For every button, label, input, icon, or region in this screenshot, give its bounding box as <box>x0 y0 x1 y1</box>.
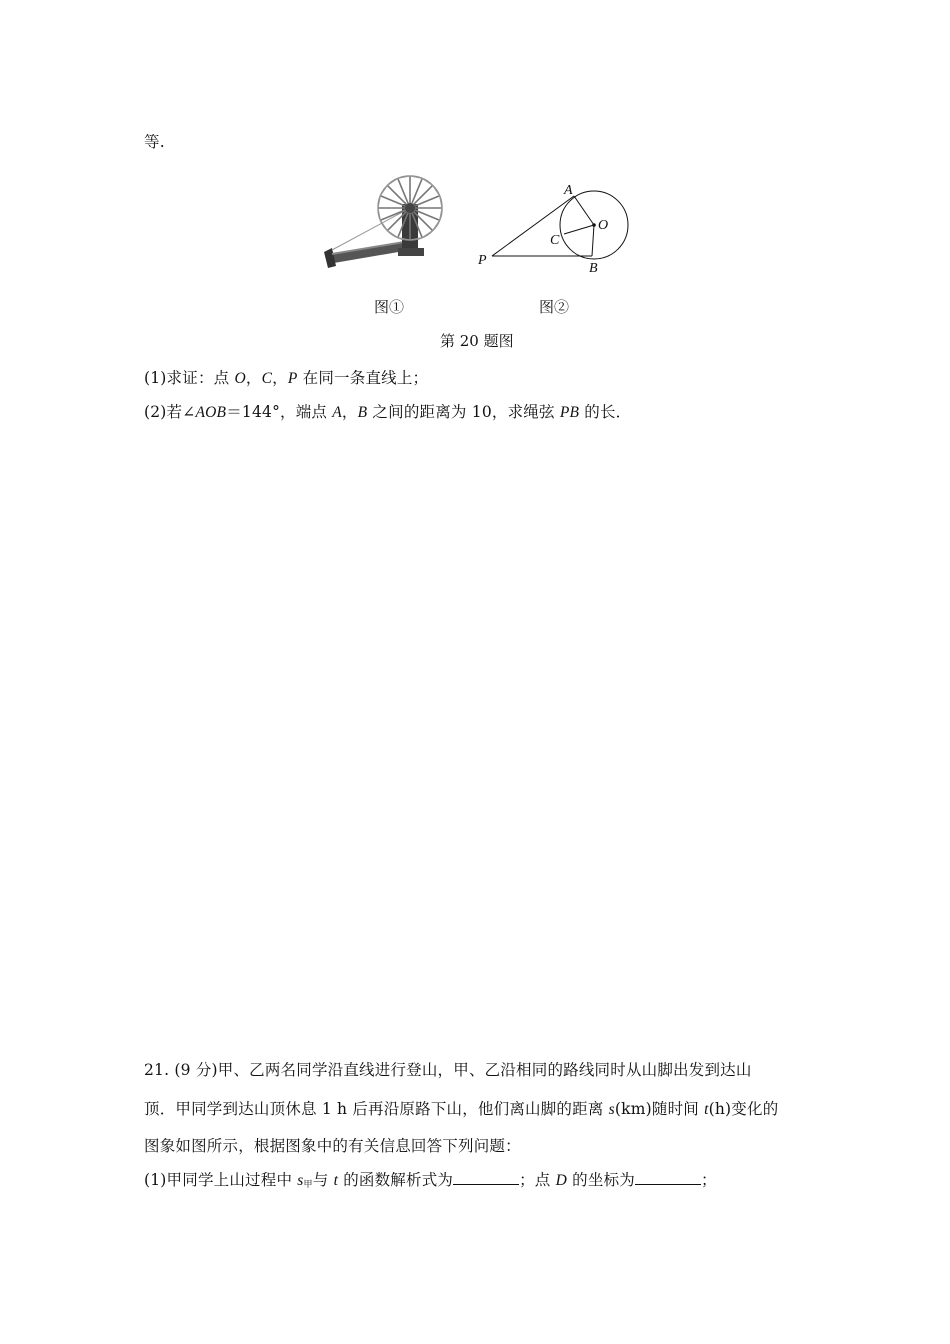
label-p: P <box>478 253 487 268</box>
q20-part1: (1)求证：点 O，C，P 在同一条直线上； <box>144 369 429 387</box>
top-fragment: 等. <box>144 133 165 151</box>
center-point <box>592 223 596 227</box>
answer-blank-1[interactable] <box>453 1170 519 1185</box>
spinning-wheel-image <box>318 168 448 274</box>
q21-line2: 顶．甲同学到达山顶休息 1 h 后再沿原路下山，他们离山脚的距离 s(km)随时间 t(h)变化的 <box>144 1100 779 1118</box>
segment-oa <box>574 196 594 225</box>
segment-oc <box>564 225 594 234</box>
q21-line4: (1)甲同学上山过程中 $s_甲$与 t 的函数解析式为 ；点 D 的坐标为 ； <box>144 1171 717 1190</box>
answer-blank-2[interactable] <box>635 1170 701 1185</box>
label-c: C <box>550 233 560 248</box>
figure-title: 第 20 题图 <box>440 332 514 350</box>
label-o: O <box>598 218 609 233</box>
q21-line3: 图象如图所示，根据图象中的有关信息回答下列问题： <box>144 1137 521 1155</box>
figure1-caption: 图① <box>374 298 405 316</box>
segment-pa <box>492 196 574 256</box>
q20-part2: (2)若∠AOB＝144°，端点 A，B 之间的距离为 10，求绳弦 PB 的长． <box>144 403 632 421</box>
figure2-caption: 图② <box>539 298 570 316</box>
label-a: A <box>564 183 573 198</box>
segment-ob <box>592 225 594 256</box>
label-b: B <box>589 261 598 276</box>
q21-line1: 21. (9 分)甲、乙两名同学沿直线进行登山，甲、乙沿相同的路线同时从山脚出发到达山 <box>144 1061 752 1079</box>
geometry-diagram <box>476 180 636 280</box>
